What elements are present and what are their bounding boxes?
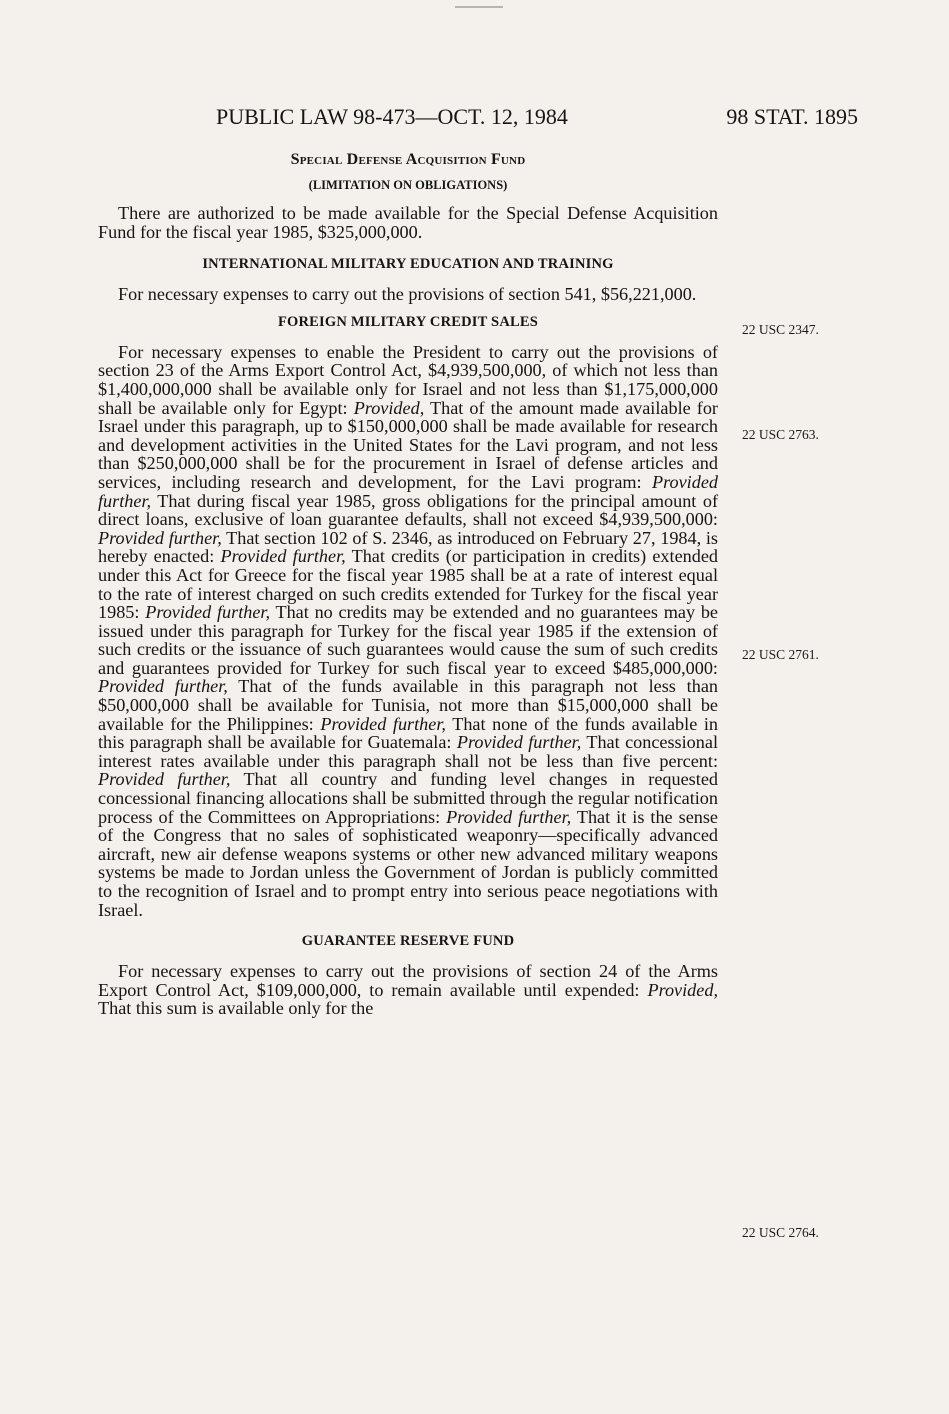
section-title: GUARANTEE RESERVE FUND — [301, 933, 515, 950]
text-run: That all country and funding level changes in requested concessional financing allocations shall be submitted through the regular notification process of the Committees on Appropriations: — [98, 769, 718, 827]
section-paragraph — [98, 343, 718, 919]
section-title: Special Defense Acquisition Fund — [290, 151, 526, 168]
header-title: PUBLIC LAW 98-473—OCT. 12, 1984 — [216, 104, 568, 129]
section-title: INTERNATIONAL MILITARY EDUCATION AND TRAINING — [202, 256, 614, 273]
margin-note-imet: 22 USC 2347. — [742, 322, 819, 337]
section-title: FOREIGN MILITARY CREDIT SALES — [277, 313, 539, 330]
text-run: For necessary expenses to enable the President to carry out the provisions of section 23 of the Arms Export Control Act, $4,939,500,000, of which not less than $1,400,000,000 shall be available only for Israel and not less than $1,175,000,000 shall be available only for Egypt: — [98, 341, 718, 418]
proviso: Provided further, — [98, 471, 718, 511]
text-run: That section 102 of S. 2346, as introduced on February 27, 1984, is hereby enacted: — [98, 527, 718, 567]
margin-note-grf: 22 USC 2764. — [742, 1225, 819, 1240]
section-fmcs — [98, 312, 718, 919]
header-stat: 98 STAT. 1895 — [726, 104, 858, 129]
proviso: Provided further, — [145, 602, 271, 623]
text-run: That concessional interest rates available under this paragraph shall not be less than five percent: — [98, 732, 718, 771]
proviso: Provided further, — [98, 676, 228, 697]
text-run: That no credits may be extended and no guarantees may be issued under this paragraph for Turkey for the fiscal year 1985 if the extension of such credits or the issuance of such guarantees would cause the sum of such credits and guarantees provided for Turkey for such fiscal year to exceed $485,000,000: — [98, 602, 718, 678]
proviso: Provided further, — [320, 713, 446, 734]
margin-note-fmcs-1: 22 USC 2763. — [742, 427, 819, 442]
section-paragraph: For necessary expenses to carry out the provisions of section 541, $56,221,000. — [118, 284, 697, 305]
section-grf — [98, 931, 718, 1018]
text-run: That it is the sense of the Congress that no sales of sophisticated weaponry—specifically advanced aircraft, new air defense weapons systems or other new advanced military weapons systems be made to Jordan unless the Government of Jordan is publicly committed to the recognition of Israel and to prompt entry into serious peace negotiations with Israel. — [98, 806, 719, 920]
body-column — [98, 150, 718, 1018]
proviso: Provided further, — [98, 527, 222, 548]
text-run: That none of the funds available in this paragraph shall be available for Guatemala: — [98, 713, 719, 753]
page-header — [216, 104, 858, 138]
section-paragraph — [98, 962, 718, 1018]
section-paragraph: There are authorized to be made available for the Special Defense Acquisition Fund for the fiscal year 1985, $325,000,000. — [98, 203, 718, 242]
text-run: That of the funds available in this paragraph not less than $50,000,000 shall be available for Tunisia, not more than $15,000,000 shall be available for the Philippines: — [98, 676, 718, 734]
proviso: Provided further, — [98, 769, 231, 790]
text-run: That credits (or participation in credits) extended under this Act for Greece for the fiscal year 1985 shall be at a rate of interest equal to the rate of interest charged on such credits extended for Turkey for the fiscal year 1985: — [98, 546, 719, 623]
text-run: For necessary expenses to carry out the provisions of section 24 of the Arms Export Control Act, $109,000,000, to remain available until expended: — [98, 961, 718, 1000]
text-run: That of the amount made available for Israel under this paragraph, up to $150,000,000 shall be made available for research and development activities in the United States for the Lavi program, and not less than $250,000,000 shall be for the procurement in Israel of defense articles and services, including research and development, for the Lavi program: — [98, 397, 718, 492]
margin-note-fmcs-2: 22 USC 2761. — [742, 647, 819, 662]
proviso: Provided, — [647, 979, 718, 1000]
text-run: That this sum is available only for the — [98, 998, 374, 1019]
proviso: Provided further, — [456, 732, 582, 753]
section-imet — [98, 254, 718, 304]
proviso: Provided further, — [220, 546, 346, 567]
text-run: That during fiscal year 1985, gross obligations for the principal amount of direct loans, exclusive of loan guarantee defaults, shall not exceed $4,939,500,000: — [98, 490, 718, 530]
proviso: Provided, — [353, 397, 425, 418]
section-sdaf — [98, 150, 718, 241]
proviso: Provided further, — [446, 806, 572, 827]
top-mark — [455, 6, 503, 8]
section-subtitle: (LIMITATION ON OBLIGATIONS) — [308, 178, 508, 192]
